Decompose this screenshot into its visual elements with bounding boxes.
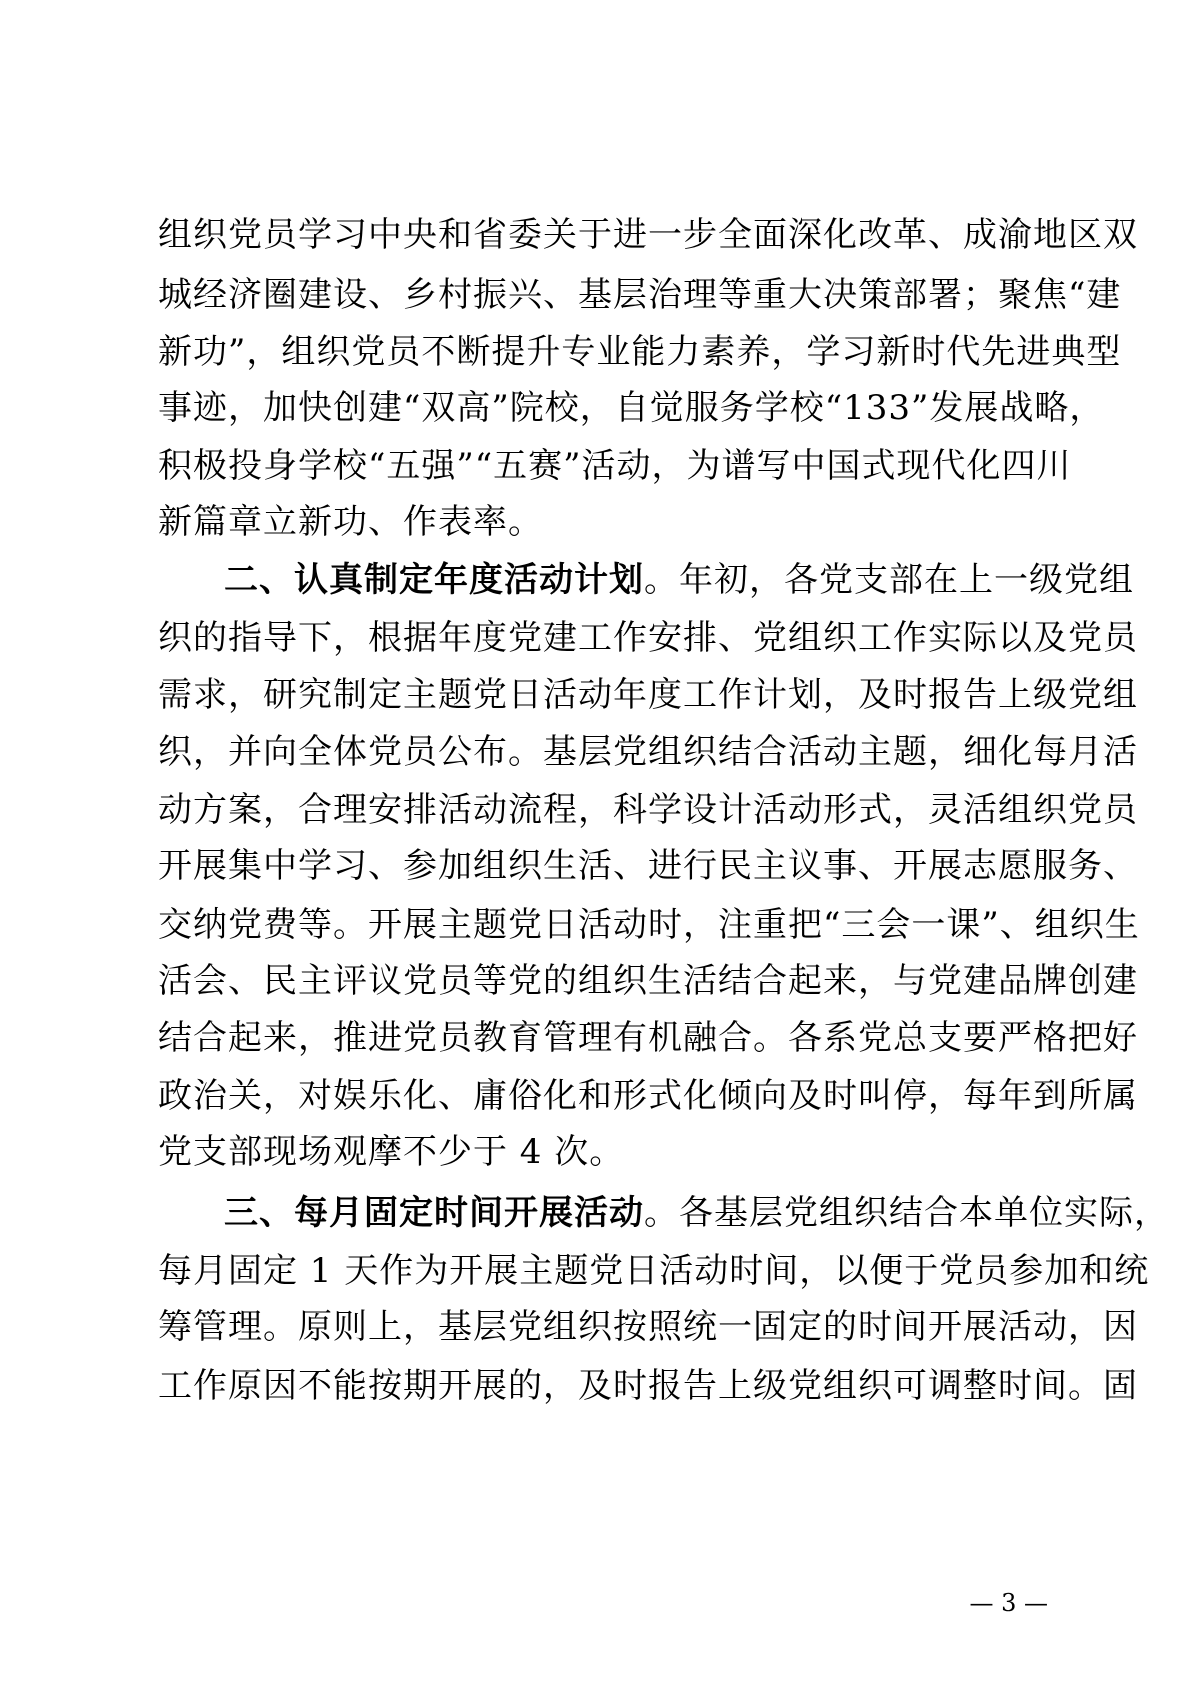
paragraph-1-line-5: 积极投身学校“五强”“五赛”活动，为谱写中国式现代化四川: [158, 446, 1072, 486]
paragraph-1-line-4: 事迹，加快创建“双高”院校，自觉服务学校“133”发展战略，: [158, 388, 1105, 428]
paragraph-2-first-line-text: 。年初，各党支部在上一级党组: [644, 560, 1134, 600]
paragraph-1-line-6: 新篇章立新功、作表率。: [158, 502, 543, 542]
paragraph-1-line-3: 新功”，组织党员不断提升专业能力素养，学习新时代先进典型: [158, 332, 1122, 372]
paragraph-1-line-1: 组织党员学习中央和省委关于进一步全面深化改革、成渝地区双: [158, 215, 1138, 255]
paragraph-2-line-2: 织的指导下，根据年度党建工作安排、党组织工作实际以及党员: [158, 618, 1138, 658]
paragraph-3-line-4: 工作原因不能按期开展的，及时报告上级党组织可调整时间。固: [158, 1366, 1138, 1406]
paragraph-2-line-8: 活会、民主评议党员等党的组织生活结合起来，与党建品牌创建: [158, 961, 1138, 1001]
page-number: — 3 —: [969, 1589, 1048, 1617]
section-3-heading: 三、每月固定时间开展活动: [224, 1193, 644, 1233]
paragraph-3-line-2: 每月固定 1 天作为开展主题党日活动时间，以便于党员参加和统: [158, 1251, 1150, 1291]
paragraph-3-first-line-text: 。各基层党组织结合本单位实际，: [644, 1193, 1169, 1233]
paragraph-2-first-line: [158, 557, 1134, 603]
paragraph-2-line-10: 政治关，对娱乐化、庸俗化和形式化倾向及时叫停，每年到所属: [158, 1076, 1138, 1116]
section-2-heading: 二、认真制定年度活动计划: [224, 560, 644, 600]
paragraph-2-line-3: 需求，研究制定主题党日活动年度工作计划，及时报告上级党组: [158, 675, 1138, 715]
paragraph-1-line-2: 城经济圈建设、乡村振兴、基层治理等重大决策部署；聚焦“建: [158, 275, 1122, 315]
paragraph-2-line-4: 织，并向全体党员公布。基层党组织结合活动主题，细化每月活: [158, 732, 1138, 772]
paragraph-3-first-line: [158, 1190, 1169, 1236]
paragraph-2-line-9: 结合起来，推进党员教育管理有机融合。各系党总支要严格把好: [158, 1018, 1138, 1058]
paragraph-2-line-5: 动方案，合理安排活动流程，科学设计活动形式，灵活组织党员: [158, 790, 1138, 830]
paragraph-2-line-11: 党支部现场观摩不少于 4 次。: [158, 1132, 625, 1172]
paragraph-2-line-7: 交纳党费等。开展主题党日活动时，注重把“三会一课”、组织生: [158, 905, 1140, 945]
paragraph-3-line-3: 筹管理。原则上，基层党组织按照统一固定的时间开展活动，因: [158, 1307, 1138, 1347]
paragraph-2-line-6: 开展集中学习、参加组织生活、进行民主议事、开展志愿服务、: [158, 846, 1138, 886]
